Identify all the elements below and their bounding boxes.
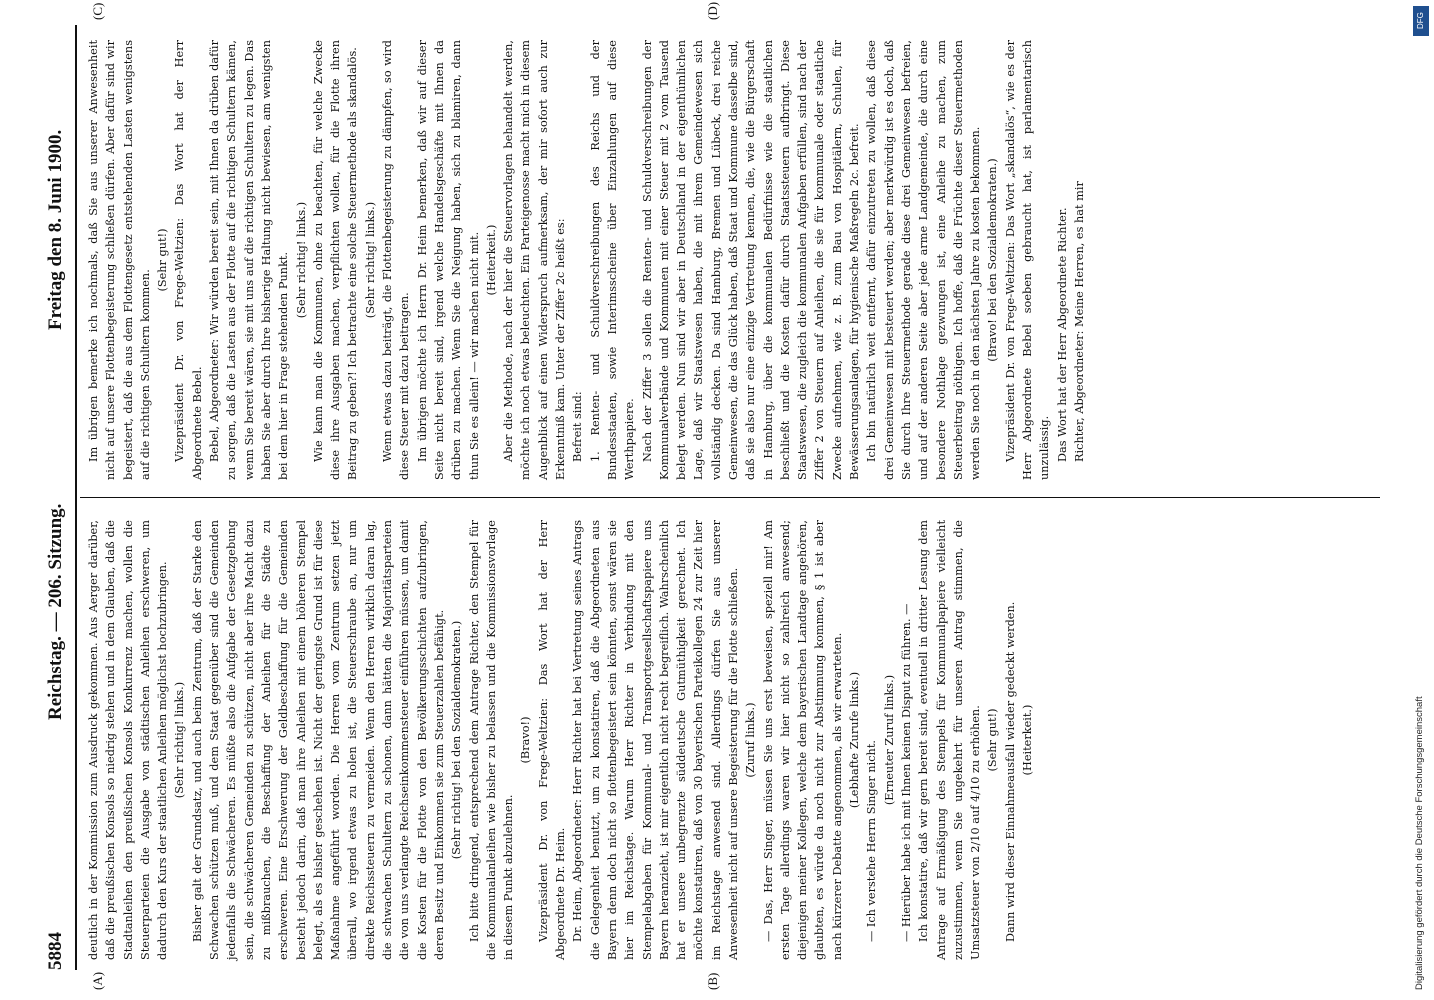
paragraph: Wie kann man die Kommunen, ohne zu beachten, für welche Zwecke diese ihre Ausgaben machen, verpflichten wollen, für die Flotte ihren Beitrag zu geben?! Ich betrachte eine solche Steuermethode als skandalös. (311, 40, 360, 480)
paragraph: — Das, Herr Singer, müssen Sie uns erst beweisen, speziell mir! Am ersten Tage allerdings waren wir hier nicht so zahlreich anwesend; diejenigen meiner Kollegen, welche dem bayerischen Landtage angehören, glaubten, es würde da noch nicht zur Abstimmung kommen, § 1 ist aber nach kürzerer Debatte angenommen, als wir erwarteten. (761, 520, 844, 960)
paragraph: deutlich in der Kommission zum Ausdruck gekommen. Aus Aerger darüber, daß die preußischen Konsols so niedrig stehen und in dem Glauben, daß die Stadtanleihen den preußischen Konsols Konkurrenz machen, wollen die Steuerparteien die Ausgabe von städtischen Anleihen erschweren, um dadurch den Kurs der staatlichen Anleihen möglichst hochzubringen. (87, 520, 170, 960)
page-header (45, 25, 69, 970)
paragraph: Bebel, Abgeordneter: Wir würden bereit sein, mit Ihnen da drüben dafür zu sorgen, daß die Lasten aus der Flotte auf die richtigen Schultern kämen, wenn Sie bereit wären, sie mit uns auf die richtigen Schultern zu legen. Das haben Sie aber durch Ihre bisherige Haltung nicht bewiesen, am wenigsten bei dem hier in Frage stehenden Punkt. (208, 40, 291, 480)
margin-mark-a: (A) (90, 971, 105, 990)
paragraph: Ich bitte dringend, entsprechend dem Antrage Richter, den Stempel für die Kommunalanleihen wie bisher zu belassen und die Kommissionsvorlage in diesem Punkt abzulehnen. (467, 520, 516, 960)
interjection: (Bravo!) (519, 716, 533, 764)
paragraph: — Hierüber habe ich mit Ihnen keinen Disput zu führen. — (899, 603, 913, 942)
funding-note: Digitalisierung gefördert durch die Deutsche Forschungsgemeinschaft (1414, 696, 1425, 990)
margin-mark-b: (B) (705, 972, 720, 990)
interjection: (Sehr richtig! bei den Sozialdemokraten.) (450, 620, 464, 860)
dfg-logo: DFG (1413, 6, 1429, 36)
interjection: (Heiterkeit.) (484, 224, 498, 296)
interjection: (Sehr gut!) (986, 708, 1000, 772)
paragraph: Vizepräsident Dr. von Frege-Weltzien: Das Wort hat der Herr Abgeordnete Dr. Heim. (536, 520, 568, 960)
right-column (85, 40, 1088, 480)
interjection: (Sehr gut!) (156, 228, 170, 292)
page-number: 5884 (45, 932, 66, 970)
margin-mark-c: (C) (90, 2, 105, 20)
paragraph: Ich konstatire, daß wir gern bereit sind, eventuell in dritter Lesung dem Antrage auf Ermäßigung des Stempels für Kommunalpapiere vielleicht zuzustimmen, wenn Sie ungekehrt für unseren Antrag stimmen, die Umsatzsteuer von 2/10 auf 4/10 zu erhöhen. (917, 520, 983, 960)
interjection: (Sehr richtig! links.) (294, 201, 308, 319)
interjection: (Erneuter Zuruf links.) (882, 674, 896, 806)
paragraph: Wenn etwas dazu beiträgt, die Flottenbegeisterung zu dämpfen, so wird diese Steuer mit dazu beitragen. (381, 40, 412, 480)
header-rule (75, 25, 77, 970)
paragraph: Bisher galt der Grundsatz, und auch beim Zentrum, daß der Starke den Schwachen schützen muß, und dem Staat gegenüber sind die Gemeinden jedenfalls die Schwächeren. Es müßte also die Aufgabe der Gesetzgebung sein, die schwächeren Gemeinden zu schützen, nicht aber ihre Macht dazu zu mißbrauchen, die Beschaffung der Anleihen für die Städte zu erschweren. Eine Erschwerung der Geldbeschaffung für die Gemeinden besteht jedoch darin, daß man ihre Anleihen mit einem höheren Stempel belegt, als es bisher geschehen ist. Nicht der geringste Grund ist für diese Maßnahme angeführt worden. Die Herren vom Zentrum setzen jetzt überall, wo irgend etwas zu holen ist, die Steuerschraube an, nur um direkte Reichssteuern zu vermeiden. Wenn den Herren wirklich daran lag, die schwachen Schultern zu schonen, dann hätten die Majoritätsparteien die von uns verlangte Reichseinkommensteuer einführen müssen, um damit die Kosten für die Flotte von den Bevölkerungsschichten aufzubringen, deren Besitz und Einkommen sie zum Steuerzahlen befähigt. (190, 520, 446, 960)
paragraph: Vizepräsident Dr. von Frege-Weltzien: Das Wort „skandalös“, wie es der Herr Abgeordnete Bebel soeben gebraucht hat, ist parlamentarisch unzulässig. (1003, 40, 1052, 480)
session-date: Freitag den 8. Juni 1900. (45, 129, 66, 330)
left-column (85, 520, 1036, 960)
margin-mark-d: (D) (705, 1, 720, 20)
session-title: Reichstag. — 206. Sitzung. (45, 503, 66, 720)
paragraph: Nach der Ziffer 3 sollen die Renten- und Schuldverschreibungen der Kommunalverbände und Kommunen mit einer Steuer mit 2 vom Tausend belegt werden. Nun sind wir aber in Deutschland in der eigenthümlichen Lage, daß wir Staatswesen haben, die mit ihrem Gemeindewesen sich vollständig decken. Da sind Hamburg, Bremen und Lübeck, drei reiche Gemeinwesen, die das Glück haben, daß Staat und Kommune dasselbe sind, daß sie also nur eine einzige Vertretung kennen, die, wie die Bürgerschaft in Hamburg, über die kommunalen Bedürfnisse wie die staatlichen beschließt und die Kosten dafür durch Staatssteuern aufbringt. Diese Staatswesen, die zugleich die kommunalen Aufgaben erfüllen, sind nach der Ziffer 2 von Steuern auf Anleihen, die sie für kommunale oder staatliche Zwecke aufnehmen, wie z. B. zum Bau von Hospitälern, Schulen, für Bewässerungsanlagen, für hygienische Maßregeln 2c. befreit. (640, 40, 862, 480)
interjection: (Bravo! bei den Sozialdemokraten.) (986, 158, 1000, 362)
paragraph: Dr. Heim, Abgeordneter: Herr Richter hat bei Vertretung seines Antrags die Gelegenheit benutzt, um zu konstatiren, daß die Abgeordneten aus Bayern denn doch nicht so flottenbegeistert sein könnten, sonst wären sie hier im Reichstage. Warum Herr Richter in Verbindung mit den Stempelabgaben für Kommunal- und Transportgesellschaftspapiere uns Bayern heranzieht, ist mir eigentlich nicht recht begreiflich. Wahrscheinlich hat er unsere unbegrenzte süddeutsche Gutmüthigkeit gerechnet. Ich möchte konstatiren, daß von 30 bayerischen Parteikollegen 24 zur Zeit hier im Reichstage anwesend sind. Allerdings dürfen Sie aus unserer Anwesenheit nicht auf unsere Begeisterung für die Flotte schließen. (571, 520, 740, 960)
paragraph: Aber die Methode, nach der hier die Steuervorlagen behandelt werden, möchte ich noch etwas beleuchten. Ein Parteigenosse macht mich in diesem Augenblick auf einen Widerspruch aufmerksam, der mir sofort auch zur Erkenntniß kam. Unter der Ziffer 2c heißt es: (502, 40, 568, 480)
paragraph: Vizepräsident Dr. von Frege-Weltzien: Das Wort hat der Herr Abgeordnete Bebel. (173, 40, 204, 480)
interjection: (Heiterkeit.) (1021, 704, 1035, 776)
interjection: (Sehr richtig! links.) (363, 201, 377, 319)
paragraph: Richter, Abgeordneter: Meine Herren, es hat mir (1072, 181, 1086, 462)
paragraph: Befreit sind: (571, 391, 585, 462)
interjection: (Sehr richtig! links.) (173, 681, 187, 799)
interjection: (Lebhafte Zurufe links.) (848, 671, 862, 809)
interjection: (Zuruf links.) (744, 702, 758, 778)
digitization-sidebar (1409, 0, 1434, 1000)
column-divider (80, 497, 1380, 498)
paragraph: — Ich verstehe Herrn Singer nicht. (865, 740, 879, 942)
paragraph: Dann wird dieser Einnahmeausfall wieder gedeckt werden. (1003, 601, 1017, 942)
paragraph: Im übrigen möchte ich Herrn Dr. Heim bemerken, daß wir auf dieser Seite nicht bereit sind, irgend welche Handelsgeschäfte mit Ihnen da drüben zu machen. Wenn Sie die Neigung haben, sich zu blamiren, dann thun Sie es allein! — wir machen nicht mit. (415, 40, 481, 480)
paragraph: Ich bin natürlich weit entfernt, dafür einzutreten zu wollen, daß diese drei Gemeinwesen mit besteuert werden; aber merkwürdig ist es doch, daß Sie durch Ihre Steuermethode gerade diese drei Gemeinwesen befreien, und auf der anderen Seite aber jede arme Landgemeinde, die durch eine besondere Nothlage gezwungen ist, eine Anleihe zu machen, zum Steuerbeitrag nöthigen. Ich hoffe, daß die Früchte dieser Steuermethoden werden Sie noch in den nächsten Jahre zu kosten bekommen. (865, 40, 983, 480)
quotation: 1. Renten- und Schuldverschreibungen des Reichs und der Bundesstaaten, sowie Interimsscheine über Einzahlungen auf diese Werthpapiere. (588, 40, 637, 480)
paragraph: Im übrigen bemerke ich nochmals, daß Sie aus unserer Anwesenheit nicht auf unsere Flottenbegeisterung schließen dürfen. Aber dafür sind wir begeistert, daß die aus dem Flottengesetz entstehenden Lasten wenigstens auf die richtigen Schultern kommen. (87, 40, 152, 480)
paragraph: Das Wort hat der Herr Abgeordnete Richter. (1055, 207, 1069, 462)
